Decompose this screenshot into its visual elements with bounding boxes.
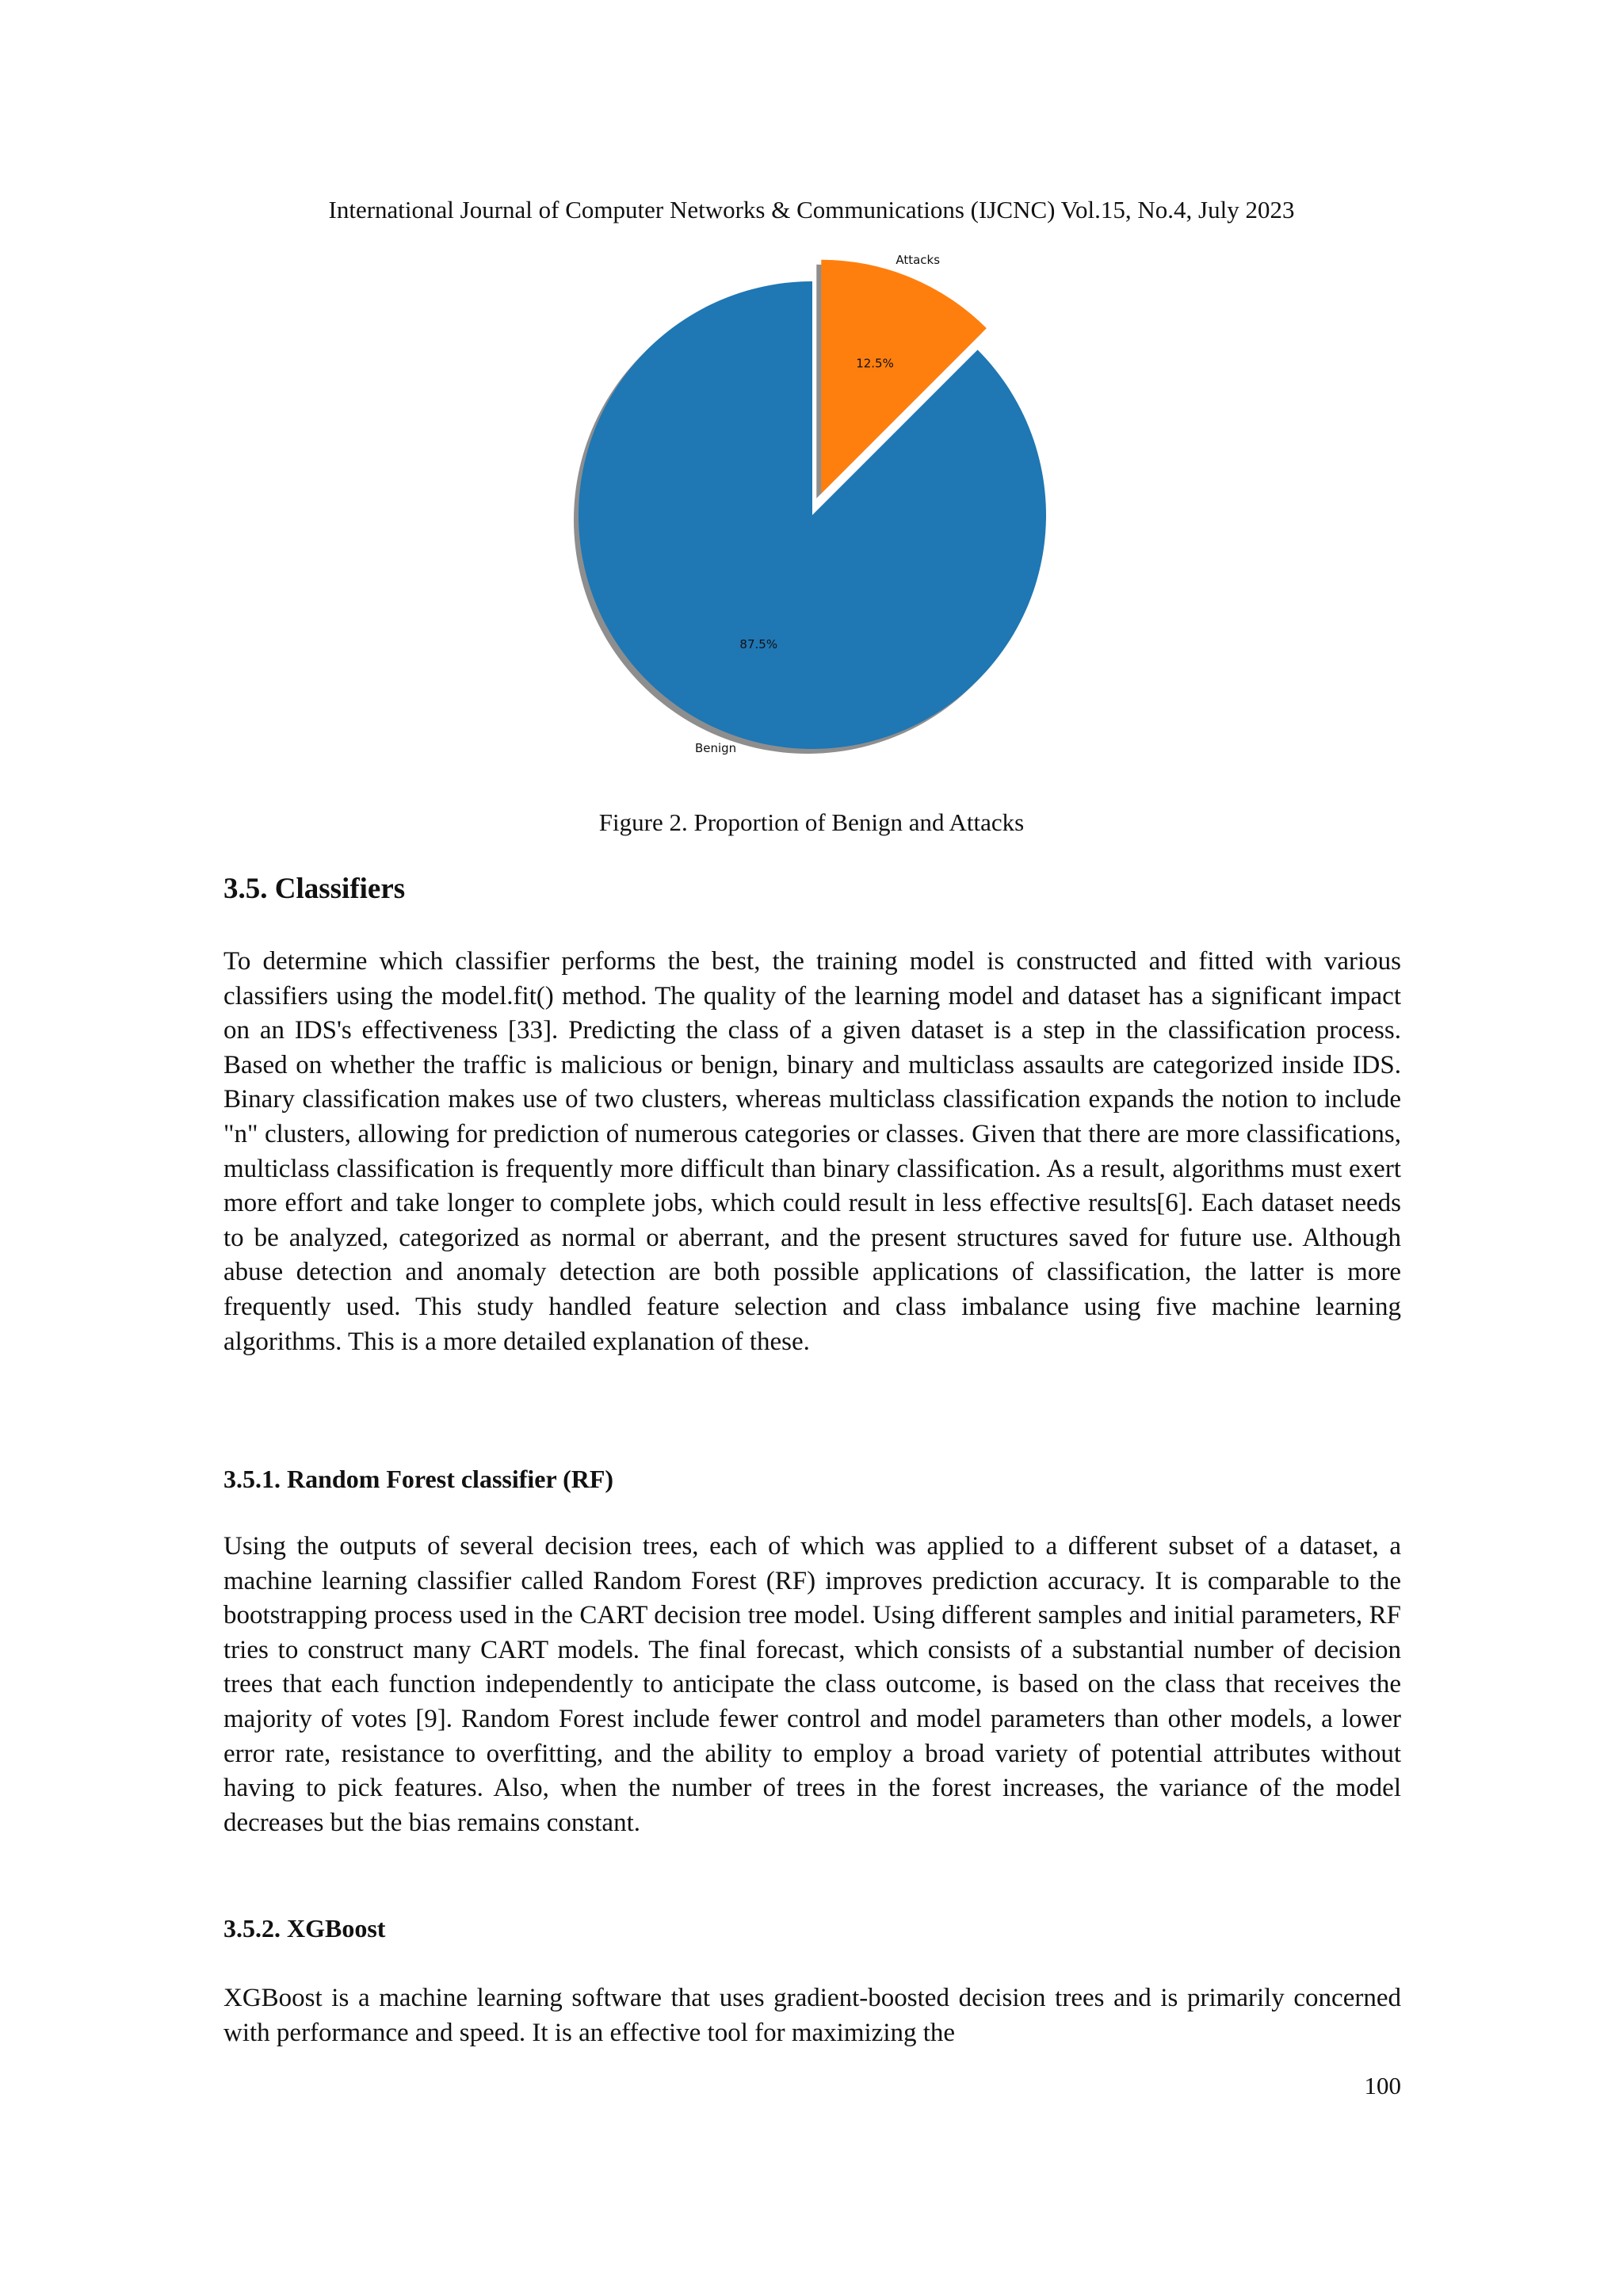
pie-value-label-attacks: 12.5% [856, 356, 894, 371]
pie-value-label-benign: 87.5% [739, 637, 778, 652]
subsection-heading-xgboost: 3.5.2. XGBoost [223, 1914, 386, 1943]
journal-header: International Journal of Computer Networks & Communications (IJCNC) Vol.15, No.4, July 2023 [328, 196, 1295, 223]
page-number: 100 [1364, 2072, 1401, 2099]
pie-chart [507, 246, 1094, 785]
pie-slice-benign [579, 281, 1046, 749]
figure-caption: Figure 2. Proportion of Benign and Attacks [598, 808, 1025, 836]
pie-category-label-attacks: Attacks [896, 252, 941, 267]
subsection-heading-rf: 3.5.1. Random Forest classifier (RF) [223, 1465, 614, 1493]
subsection-paragraph-rf: Using the outputs of several decision trees, each of which was applied to a different subset of a dataset, a machine learning classifier called Random Forest (RF) improves prediction accuracy. It is comparable to the bootstrapping process used in the CART decision tree model. Using different samples and initial parameters, RF tries to construct many CART models. The final forecast, which consists of a substantial number of decision trees that each function independently to anticipate the class outcome, is based on the class that receives the majority of votes [9]. Random Forest include fewer control and model parameters than other models, a lower error rate, resistance to overfitting, and the ability to employ a broad variety of potential attributes without having to pick features. Also, when the number of trees in the forest increases, the variance of the model decreases but the bias remains constant. [223, 1532, 1401, 1837]
subsection-paragraph-xgboost: XGBoost is a machine learning software that uses gradient-boosted decision trees and is primarily concerned with performance and speed. It is an effective tool for maximizing the [223, 1984, 1401, 2047]
section-paragraph: To determine which classifier performs the best, the training model is constructed and fitted with various classifiers using the model.fit() method. The quality of the learning model and dataset has a significant impact on an IDS's effectiveness [33]. Predicting the class of a given dataset is a step in the classification process. Based on whether the traffic is malicious or benign, binary and multiclass assaults are categorized inside IDS. Binary classification makes use of two clusters, whereas multiclass classification expands the notion to include "n" clusters, allowing for prediction of numerous categories or classes. Given that there are more classifications, multiclass classification is frequently more difficult than binary classification. As a result, algorithms must exert more effort and take longer to complete jobs, which could result in less effective results[6]. Each dataset needs to be analyzed, categorized as normal or aberrant, and the present structures saved for future use. Although abuse detection and anomaly detection are both possible applications of classification, the latter is more frequently used. This study handled feature selection and class imbalance using five machine learning algorithms. This is a more detailed explanation of these. [223, 947, 1401, 1356]
pie-category-label-benign: Benign [694, 740, 737, 755]
section-heading: 3.5. Classifiers [223, 873, 406, 905]
